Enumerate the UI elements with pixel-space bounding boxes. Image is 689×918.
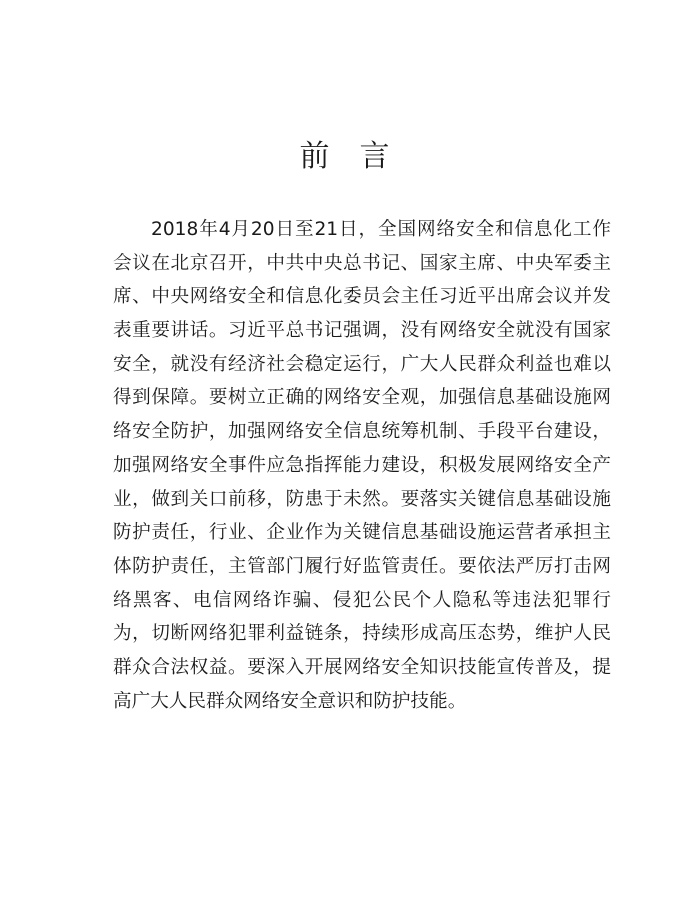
paragraph-line: 会议在北京召开，中共中央总书记、国家主席、中央军委主: [113, 252, 611, 274]
paragraph-line: 表重要讲话。习近平总书记强调，没有网络安全就没有国家: [113, 320, 611, 342]
paragraph-line: 为，切断网络犯罪利益链条，持续形成高压态势，维护人民: [113, 623, 611, 645]
paragraph-line: 安全，就没有经济社会稳定运行，广大人民群众利益也难以: [113, 353, 611, 375]
paragraph-line: 络安全防护，加强网络安全信息统筹机制、手段平台建设，: [113, 421, 611, 443]
paragraph-line: 体防护责任，主管部门履行好监管责任。要依法严厉打击网: [113, 555, 611, 577]
paragraph-line: 2018年4月20日至21日，全国网络安全和信息化工作: [151, 219, 611, 240]
paragraph-line: 络黑客、电信网络诈骗、侵犯公民个人隐私等违法犯罪行: [113, 589, 611, 611]
paragraph-line: 加强网络安全事件应急指挥能力建设，积极发展网络安全产: [113, 454, 611, 476]
preface-paragraph: [113, 213, 611, 718]
paragraph-line: 业，做到关口前移，防患于未然。要落实关键信息基础设施: [113, 488, 611, 510]
paragraph-line: 防护责任，行业、企业作为关键信息基础设施运营者承担主: [113, 522, 611, 544]
page-title: 前言: [299, 139, 420, 174]
paragraph-line: 席、中央网络安全和信息化委员会主任习近平出席会议并发: [113, 286, 611, 308]
paragraph-line: 高广大人民群众网络安全意识和防护技能。: [113, 690, 467, 712]
paragraph-line: 得到保障。要树立正确的网络安全观，加强信息基础设施网: [113, 387, 611, 409]
paragraph-line: 群众合法权益。要深入开展网络安全知识技能宣传普及，提: [113, 656, 611, 678]
